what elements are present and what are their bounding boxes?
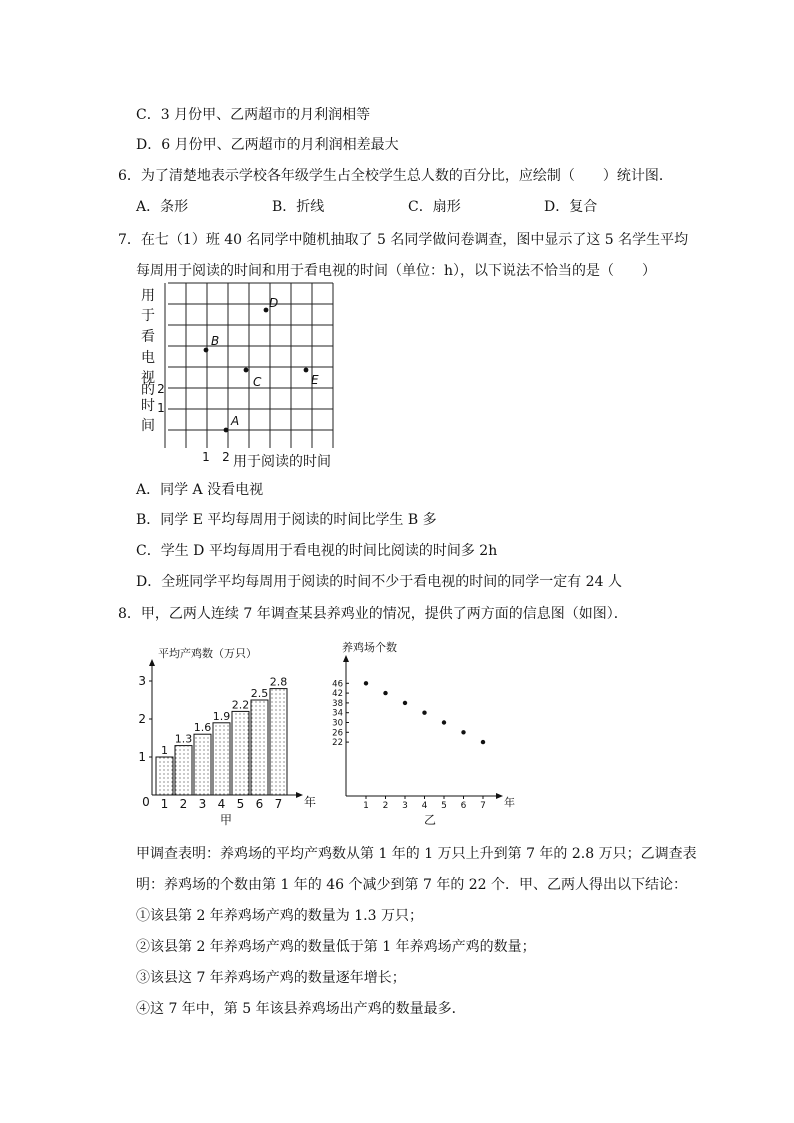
- chart-jia-x-tick: 3: [198, 797, 207, 811]
- chart-jia-bar: [232, 711, 249, 795]
- chart-yi-point: [383, 691, 387, 695]
- q7-y-char: 看: [141, 329, 155, 345]
- q7-point: [224, 428, 229, 433]
- chart-jia-value-label: 1.6: [193, 721, 212, 735]
- chart-yi-y-tick: 22: [332, 738, 343, 749]
- q7-point: [204, 348, 209, 353]
- q7-points: [204, 296, 319, 432]
- q7-point: [244, 368, 249, 373]
- q7-y-char: 视: [141, 370, 155, 386]
- q7-point-label: A: [231, 414, 240, 428]
- chart-jia-y-tick: 1: [138, 750, 146, 764]
- chart-yi-point: [481, 740, 485, 744]
- chart-yi-x-tick: 6: [460, 801, 467, 811]
- q6-option-a: A．条形: [136, 199, 189, 215]
- q6-option-c: C．扇形: [408, 199, 461, 215]
- chart-yi-x-tick: 4: [421, 801, 428, 811]
- chart-jia-bar: [213, 723, 230, 795]
- chart-yi-y-tick: 46: [332, 679, 343, 690]
- q6-option-b: B．折线: [272, 199, 325, 215]
- q6-stem: 6．为了清楚地表示学校各年级学生占全校学生总人数的百分比，应绘制（ ）统计图．: [118, 168, 673, 184]
- q7-y-char-de: 的: [141, 382, 155, 398]
- q8-conclusion-2: ②该县第 2 年养鸡场产鸡的数量低于第 1 年养鸡场产鸡的数量；: [136, 939, 536, 955]
- chart-yi-title: 养鸡场个数: [342, 641, 397, 654]
- q7-y-tick-2: 2: [157, 382, 165, 396]
- chart-yi-y-tick: 42: [332, 689, 343, 700]
- chart-yi-y-tick: 30: [332, 718, 343, 729]
- chart-yi-xlabel: 年: [504, 796, 515, 809]
- chart-yi-x-tick: 7: [480, 801, 486, 811]
- chart-yi-point: [461, 730, 465, 734]
- chart-jia-caption: 甲: [219, 813, 233, 827]
- q7-option-c: C．学生 D 平均每周用于看电视的时间比阅读的时间多 2h: [136, 543, 498, 559]
- q8-conclusion-3: ③该县这 7 年养鸡场产鸡的数量逐年增长；: [136, 970, 406, 986]
- q5-option-c: C．3 月份甲、乙两超市的月利润相等: [136, 107, 371, 123]
- q7-stem-line1: 7．在七（1）班 40 名同学中随机抽取了 5 名同学做问卷调查，图中显示了这 5 名学生平均: [118, 232, 689, 248]
- q7-graph: [130, 282, 350, 472]
- q7-option-b: B．同学 E 平均每周用于阅读的时间比学生 B 多: [136, 512, 437, 528]
- chart-jia-bar: [156, 757, 173, 795]
- chart-yi-point: [442, 720, 446, 724]
- chart-yi-point: [403, 701, 407, 705]
- q7-point: [304, 368, 309, 373]
- chart-jia: [130, 640, 320, 830]
- q7-point-label: D: [269, 296, 279, 310]
- chart-yi-y-arrow: [343, 655, 349, 662]
- q7-point-label: C: [253, 375, 262, 389]
- q8-conclusion-4: ④这 7 年中，第 5 年该县养鸡场出产鸡的数量最多．: [136, 1001, 466, 1017]
- q7-y-label: [141, 288, 155, 434]
- q7-option-a: A．同学 A 没看电视: [136, 482, 264, 498]
- q7-x-tick-1: 1: [202, 450, 210, 464]
- chart-jia-x-tick: 7: [274, 797, 283, 811]
- q7-y-char: 时: [141, 398, 155, 414]
- chart-jia-value-label: 2.2: [231, 698, 250, 712]
- chart-yi-x-tick: 3: [402, 801, 408, 811]
- q7-grid: [165, 283, 333, 448]
- q7-x-tick-2: 2: [222, 450, 230, 464]
- q7-y-char: 用: [141, 288, 155, 304]
- chart-yi-x-arrow: [496, 793, 503, 799]
- q8-text-line2: 明：养鸡场的个数由第 1 年的 46 个减少到第 7 年的 22 个．甲、乙两人得出以下结论：: [136, 877, 688, 893]
- chart-jia-x-arrow: [296, 792, 303, 798]
- q8-stem: 8．甲，乙两人连续 7 年调查某县养鸡业的情况，提供了两方面的信息图（如图）．: [118, 606, 628, 622]
- q6-option-d: D．复合: [544, 199, 598, 215]
- q7-y-char: 于: [141, 308, 155, 324]
- chart-jia-value-label: 1.9: [212, 709, 231, 723]
- chart-yi: [330, 636, 530, 830]
- q7-point-label: B: [211, 334, 220, 348]
- q7-y-tick-1: 1: [157, 401, 165, 415]
- chart-jia-origin: 0: [142, 795, 150, 809]
- chart-jia-x-tick: 6: [255, 797, 264, 811]
- chart-yi-y-tick: 26: [332, 728, 343, 739]
- chart-jia-bar: [194, 734, 211, 795]
- chart-jia-y-tick: 2: [138, 712, 146, 726]
- chart-yi-y-tick: 34: [332, 708, 343, 719]
- chart-jia-value-label: 2.8: [269, 675, 288, 689]
- chart-jia-bar: [175, 746, 192, 795]
- chart-jia-xlabel: 年: [304, 795, 317, 809]
- chart-jia-value-label: 1: [161, 744, 168, 757]
- q7-point: [264, 308, 269, 313]
- chart-yi-x-tick: 1: [363, 801, 369, 811]
- chart-jia-bars: [156, 676, 287, 811]
- chart-jia-title: 平均产鸡数（万只）: [158, 647, 257, 660]
- chart-yi-x-tick: 2: [382, 801, 389, 811]
- chart-jia-y-arrow: [149, 659, 155, 666]
- q7-option-d: D．全班同学平均每周用于阅读的时间不少于看电视的时间的同学一定有 24 人: [136, 574, 622, 590]
- chart-yi-points: [364, 681, 485, 744]
- chart-yi-axes: [332, 655, 503, 811]
- q8-conclusion-1: ①该县第 2 年养鸡场产鸡的数量为 1.3 万只；: [136, 908, 423, 924]
- chart-jia-x-tick: 4: [217, 797, 226, 811]
- q7-point-label: E: [311, 373, 319, 387]
- q7-stem-line2: 每周用于阅读的时间和用于看电视的时间（单位：h），以下说法不恰当的是（ ）: [136, 263, 657, 279]
- chart-jia-x-tick: 1: [160, 797, 169, 811]
- chart-jia-x-tick: 5: [236, 797, 245, 811]
- chart-yi-y-tick: 38: [332, 698, 343, 709]
- chart-jia-y-tick: 3: [138, 674, 146, 688]
- q8-text-line1: 甲调查表明：养鸡场的平均产鸡数从第 1 年的 1 万只上升到第 7 年的 2.8 万只；乙调查表: [136, 846, 697, 862]
- chart-yi-point: [422, 711, 426, 715]
- chart-jia-value-label: 1.3: [174, 732, 193, 746]
- chart-yi-caption: 乙: [423, 813, 437, 827]
- chart-jia-bar: [270, 689, 287, 795]
- chart-yi-x-tick: 5: [441, 801, 447, 811]
- chart-jia-value-label: 2.5: [250, 687, 269, 700]
- chart-jia-x-tick: 2: [179, 797, 188, 811]
- q7-y-char: 间: [141, 418, 155, 434]
- chart-jia-bar: [251, 700, 268, 795]
- chart-yi-point: [364, 681, 368, 685]
- q5-option-d: D．6 月份甲、乙两超市的月利润相差最大: [136, 137, 399, 153]
- q7-y-char: 电: [141, 350, 155, 366]
- q7-x-label: 用于阅读的时间: [233, 454, 331, 470]
